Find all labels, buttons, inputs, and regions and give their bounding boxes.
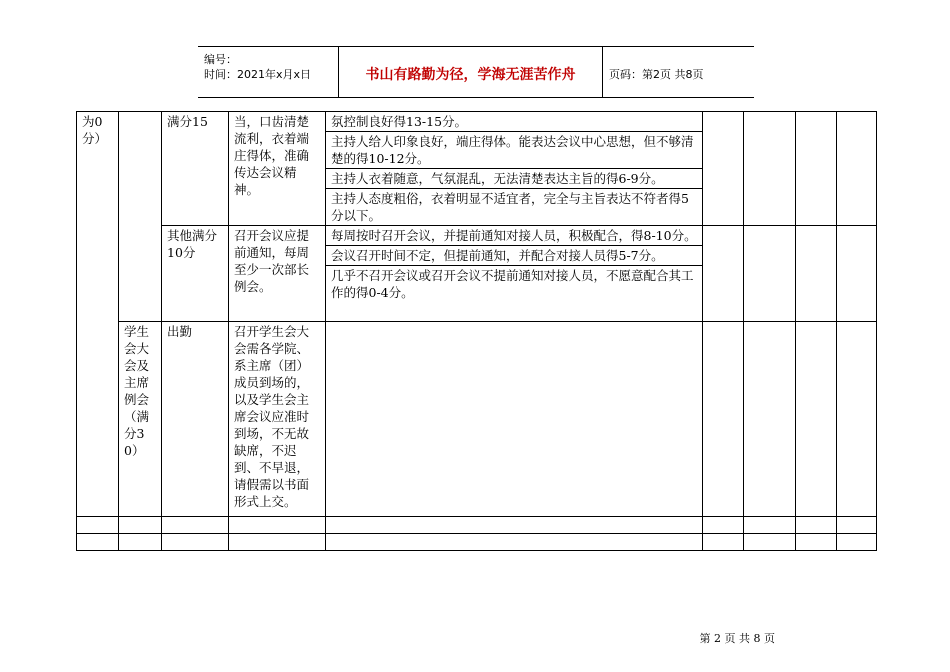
empty-cell [796,534,837,551]
empty-cell [796,517,837,534]
empty-cell [77,517,119,534]
criteria-item: 几乎不召开会议或召开会议不提前通知对接人员，不愿意配合其工作的得0-4分。 [331,268,694,300]
page-footer: 第 2 页 共 8 页 [699,632,775,645]
table-row [77,226,877,322]
criteria-item: 会议召开时间不定，但提前通知，并配合对接人员得5-7分。 [326,246,702,266]
score-cell [837,112,877,226]
requirement-cell: 当，口齿清楚流利，衣着端庄得体，准确传达会议精神。 [229,112,326,226]
item-cell: 满分15 [162,112,229,226]
category-cell: 为0分） [77,112,119,517]
motto: 书山有路勤为径，学海无涯苦作舟 [365,67,576,83]
empty-cell [326,517,703,534]
score-cell [703,112,744,226]
table-row [77,534,877,551]
criteria-item: 主持人衣着随意，气氛混乱，无法清楚表达主旨的得6-9分。 [326,169,702,189]
criteria-item: 每周按时召开会议，并提前通知对接人员，积极配合，得8-10分。 [326,226,702,246]
evaluation-table [76,111,877,551]
empty-cell [162,517,229,534]
empty-cell [703,534,744,551]
table-row [77,322,877,517]
code-label: 编号： [204,53,237,66]
score-cell [703,322,744,517]
score-cell [703,226,744,322]
empty-cell [744,517,796,534]
empty-cell [162,534,229,551]
score-cell [744,112,796,226]
criteria-cell [326,112,703,226]
page-header [198,46,754,98]
requirement-cell: 召开会议应提前通知，每周至少一次部长例会。 [229,226,326,322]
subcategory-cell [119,112,162,322]
empty-cell [119,517,162,534]
score-cell [744,322,796,517]
requirement-cell: 召开学生会大会需各学院、系主席（团）成员到场的，以及学生会主席会议应准时到场，不无故缺席，不迟到、不早退，请假需以书面形式上交。 [229,322,326,517]
empty-cell [744,534,796,551]
subcategory-cell: 学生会大会及主席例会（满分30） [119,322,162,517]
empty-cell [837,517,877,534]
item-cell: 其他满分10分 [162,226,229,322]
header-page-cell [603,47,754,97]
score-cell [837,226,877,322]
page-number-label: 页码：第2页 共8页 [609,68,704,81]
empty-cell [837,534,877,551]
table-row [77,112,877,226]
criteria-item: 主持人态度粗俗，衣着明显不适宜者，完全与主旨表达不符者得5分以下。 [331,191,689,223]
item-cell: 出勤 [162,322,229,517]
score-cell [796,226,837,322]
criteria-cell [326,226,703,322]
header-meta-cell [198,47,339,97]
score-cell [744,226,796,322]
time-label: 时间：2021年x月x日 [204,68,312,81]
empty-cell [703,517,744,534]
empty-cell [77,534,119,551]
criteria-item: 主持人给人印象良好，端庄得体。能表达会议中心思想，但不够清楚的得10-12分。 [326,132,702,169]
score-cell [796,112,837,226]
criteria-cell [326,322,703,517]
empty-cell [119,534,162,551]
header-motto-cell [339,47,603,97]
empty-cell [326,534,703,551]
criteria-item: 氛控制良好得13-15分。 [326,112,702,132]
score-cell [837,322,877,517]
table-row [77,517,877,534]
empty-cell [229,534,326,551]
score-cell [796,322,837,517]
empty-cell [229,517,326,534]
